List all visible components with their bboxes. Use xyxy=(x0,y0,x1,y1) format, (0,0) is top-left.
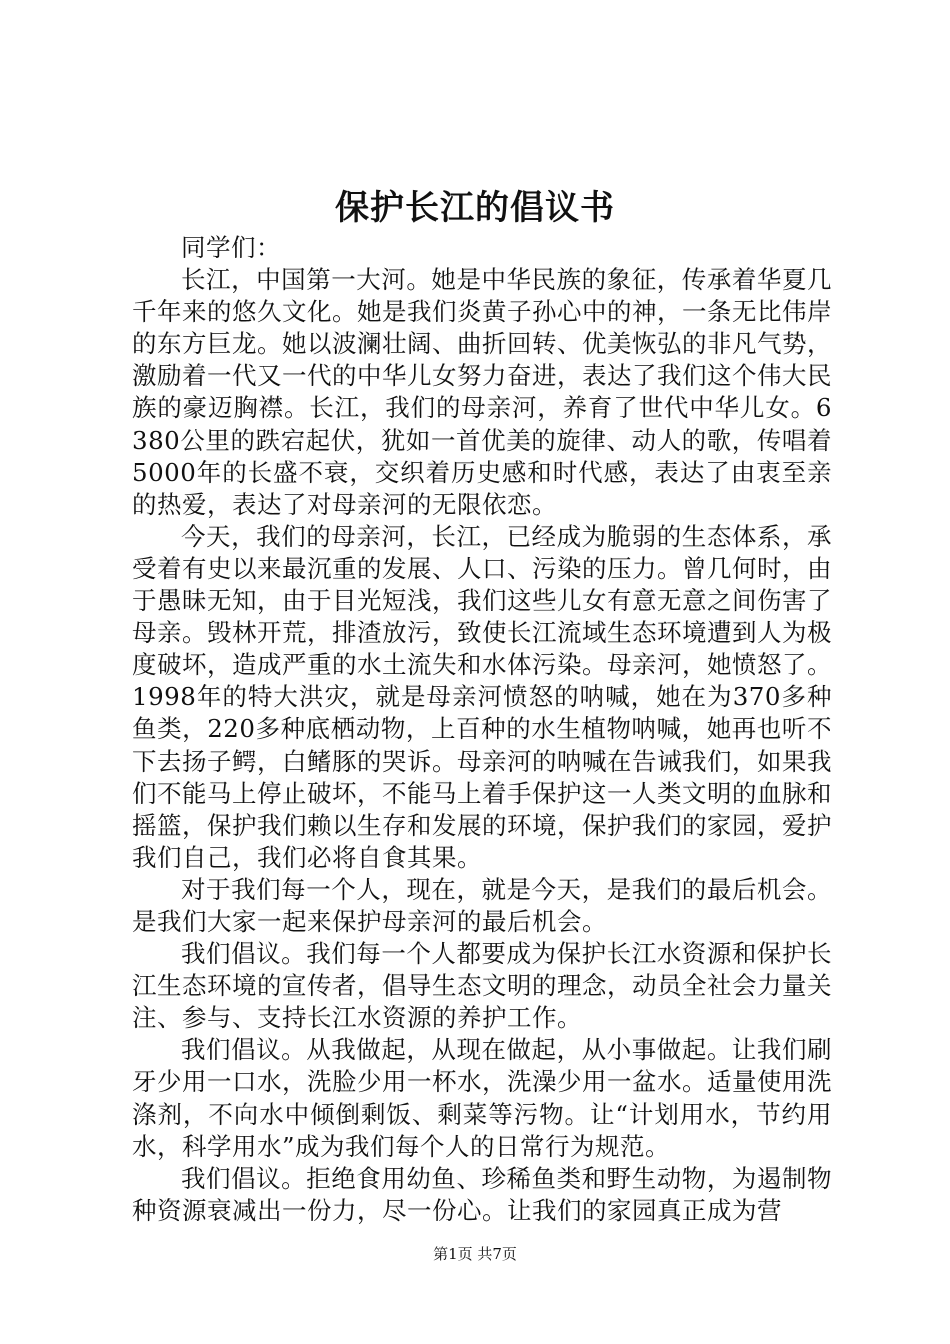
document-title: 保护长江的倡议书 xyxy=(335,188,615,228)
paragraph: 我们倡议。拒绝食用幼鱼、珍稀鱼类和野生动物，为遏制物种资源衰减出一份力，尽一份心。让我们的家园真正成为营 xyxy=(132,1163,832,1225)
page-footer: 第1页 共7页 xyxy=(433,1245,517,1263)
paragraph: 我们倡议。我们每一个人都要成为保护长江水资源和保护长江生态环境的宣传者，倡导生态文明的理念，动员全社会力量关注、参与、支持长江水资源的养护工作。 xyxy=(132,939,832,1033)
paragraph: 长江，中国第一大河。她是中华民族的象征，传承着华夏几千年来的悠久文化。她是我们炎黄子孙心中的神，一条无比伟岸的东方巨龙。她以波澜壮阔、曲折回转、优美恢弘的非凡气势，激励着一代又一代的中华儿女努力奋进，表达了我们这个伟大民族的豪迈胸襟。长江，我们的母亲河，养育了世代中华儿女。6380公里的跌宕起伏，犹如一首优美的旋律、动人的歌，传唱着5000年的长盛不衰，交织着历史感和时代感，表达了由衷至亲的热爱，表达了对母亲河的无限依恋。 xyxy=(132,265,832,519)
greeting: 同学们： xyxy=(181,233,281,262)
document-body xyxy=(132,232,832,1227)
paragraph: 对于我们每一个人，现在，就是今天，是我们的最后机会。是我们大家一起来保护母亲河的最后机会。 xyxy=(132,874,832,936)
paragraph: 今天，我们的母亲河，长江，已经成为脆弱的生态体系，承受着有史以来最沉重的发展、人口、污染的压力。曾几何时，由于愚昧无知，由于目光短浅，我们这些儿女有意无意之间伤害了母亲。毁林开荒，排渣放污，致使长江流域生态环境遭到人为极度破坏，造成严重的水土流失和水体污染。母亲河，她愤怒了。1998年的特大洪灾，就是母亲河愤怒的呐喊，她在为370多种鱼类，220多种底栖动物，上百种的水生植物呐喊，她再也听不下去扬子鳄，白鳍豚的哭诉。母亲河的呐喊在告诫我们，如果我们不能马上停止破坏，不能马上着手保护这一人类文明的血脉和摇篮，保护我们赖以生存和发展的环境，保护我们的家园，爱护我们自己，我们必将自食其果。 xyxy=(132,521,832,872)
paragraph: 我们倡议。从我做起，从现在做起，从小事做起。让我们刷牙少用一口水，洗脸少用一杯水，洗澡少用一盆水。适量使用洗涤剂，不向水中倾倒剩饭、剩菜等污物。让“计划用水，节约用水，科学用水”成为我们每个人的日常行为规范。 xyxy=(132,1035,832,1161)
